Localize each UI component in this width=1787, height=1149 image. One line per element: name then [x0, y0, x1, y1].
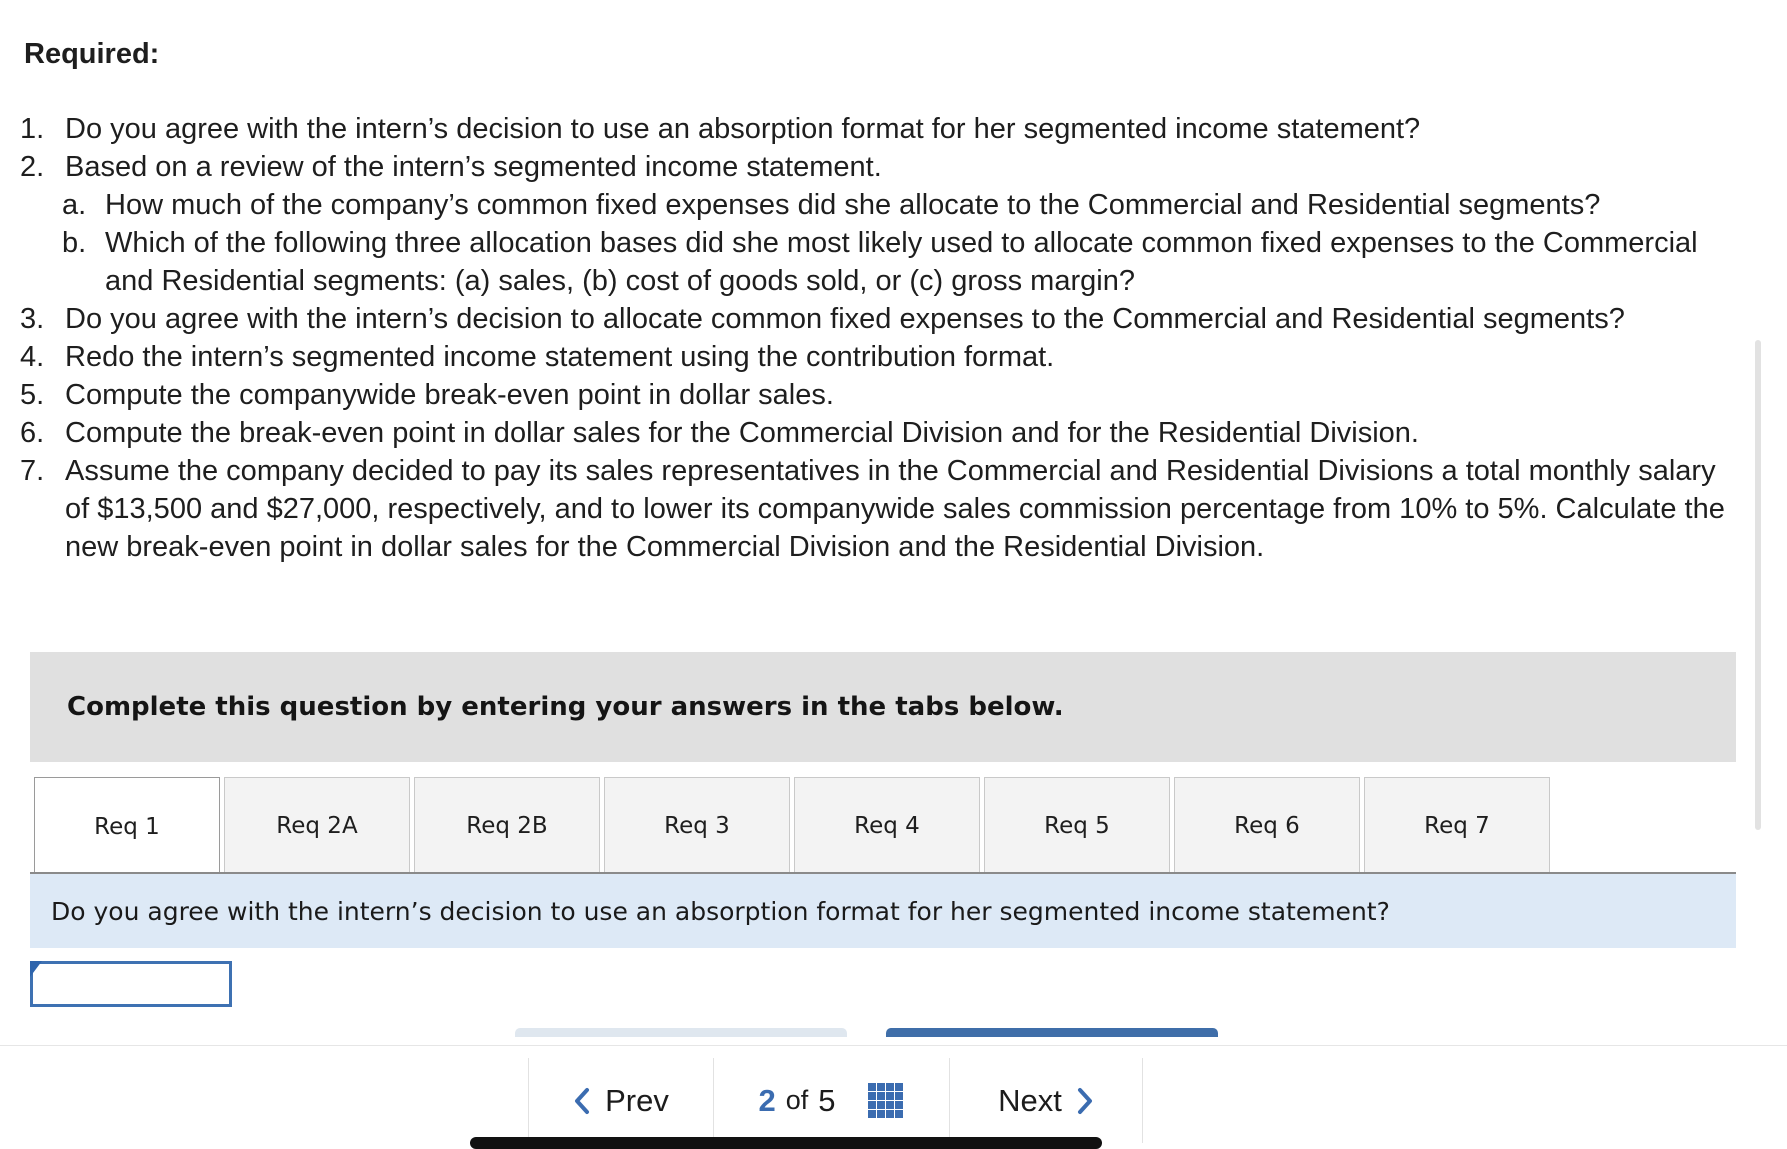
progress-tab-previous: [515, 1028, 847, 1037]
question-item: [20, 110, 1740, 148]
requirement-tabs: [34, 777, 1550, 873]
sub-question-letter: a.: [62, 189, 87, 221]
prev-button[interactable]: [528, 1058, 714, 1143]
sub-question-item: [20, 186, 1740, 224]
tab-req-2b[interactable]: Req 2B: [414, 777, 600, 873]
page-of-label: of: [785, 1085, 809, 1115]
question-item: [20, 338, 1740, 376]
question-number: 1.: [20, 113, 45, 145]
answer-dropdown[interactable]: [30, 961, 232, 1007]
tab-req-2a[interactable]: Req 2A: [224, 777, 410, 873]
question-number: 5.: [20, 379, 45, 411]
question-text: Compute the break-even point in dollar sales for the Commercial Division and for the Residential Division.: [65, 417, 1419, 449]
chevron-right-icon: [1076, 1087, 1094, 1115]
sub-question-text: Which of the following three allocation bases did she most likely used to allocate common fixed expenses to the Commercial and Residential segments: (a) sales, (b) cost of goods sold, or (c) gross margin?: [105, 227, 1698, 297]
required-heading: Required:: [24, 38, 160, 70]
chevron-left-icon: [573, 1087, 591, 1115]
page-indicator: [713, 1058, 949, 1143]
question-item: [20, 148, 1740, 186]
question-text: Do you agree with the intern’s decision to allocate common fixed expenses to the Commercial and Residential segments?: [65, 303, 1625, 335]
question-number: 7.: [20, 455, 45, 487]
question-number: 6.: [20, 417, 45, 449]
next-button[interactable]: [949, 1058, 1143, 1143]
tab-req-3[interactable]: Req 3: [604, 777, 790, 873]
instruction-banner: [30, 652, 1736, 762]
instruction-text: Complete this question by entering your answers in the tabs below.: [67, 692, 1064, 722]
footer-divider: [0, 1045, 1787, 1046]
home-indicator[interactable]: [470, 1137, 1102, 1149]
sub-question-item: [20, 224, 1740, 300]
tab-req-7[interactable]: Req 7: [1364, 777, 1550, 873]
question-text: Based on a review of the intern’s segmented income statement.: [65, 151, 882, 183]
current-page: 2: [758, 1082, 776, 1118]
scrollbar[interactable]: [1755, 340, 1761, 830]
question-item: [20, 376, 1740, 414]
question-item: [20, 414, 1740, 452]
question-prompt-bar: [30, 874, 1736, 948]
grid-icon[interactable]: [868, 1083, 904, 1119]
tab-req-4[interactable]: Req 4: [794, 777, 980, 873]
sub-question-text: How much of the company’s common fixed expenses did she allocate to the Commercial and Residential segments?: [105, 189, 1601, 221]
question-number: 3.: [20, 303, 45, 335]
question-text: Do you agree with the intern’s decision to use an absorption format for her segmented income statement?: [65, 113, 1421, 145]
progress-tab-current: [886, 1028, 1218, 1037]
questions-list: [20, 110, 1740, 566]
question-text: Redo the intern’s segmented income statement using the contribution format.: [65, 341, 1055, 373]
tab-req-1[interactable]: Req 1: [34, 777, 220, 875]
sub-question-letter: b.: [62, 227, 87, 259]
prev-label: Prev: [605, 1082, 669, 1118]
question-item: [20, 300, 1740, 338]
total-pages: 5: [818, 1082, 836, 1118]
question-text: Compute the companywide break-even point in dollar sales.: [65, 379, 834, 411]
tab-req-5[interactable]: Req 5: [984, 777, 1170, 873]
question-item: [20, 452, 1740, 566]
next-label: Next: [998, 1082, 1062, 1118]
question-prompt: Do you agree with the intern’s decision to use an absorption format for her segmented income statement?: [51, 896, 1390, 926]
question-text: Assume the company decided to pay its sales representatives in the Commercial and Residential Divisions a total monthly salary of $13,500 and $27,000, respectively, and to lower its companywide sales commission percentage from 10% to 5%. Calculate the new break-even point in dollar sales for the Commercial Division and the Residential Division.: [65, 455, 1725, 563]
question-number: 2.: [20, 151, 45, 183]
tab-req-6[interactable]: Req 6: [1174, 777, 1360, 873]
question-number: 4.: [20, 341, 45, 373]
dropdown-corner-indicator: [30, 961, 42, 977]
